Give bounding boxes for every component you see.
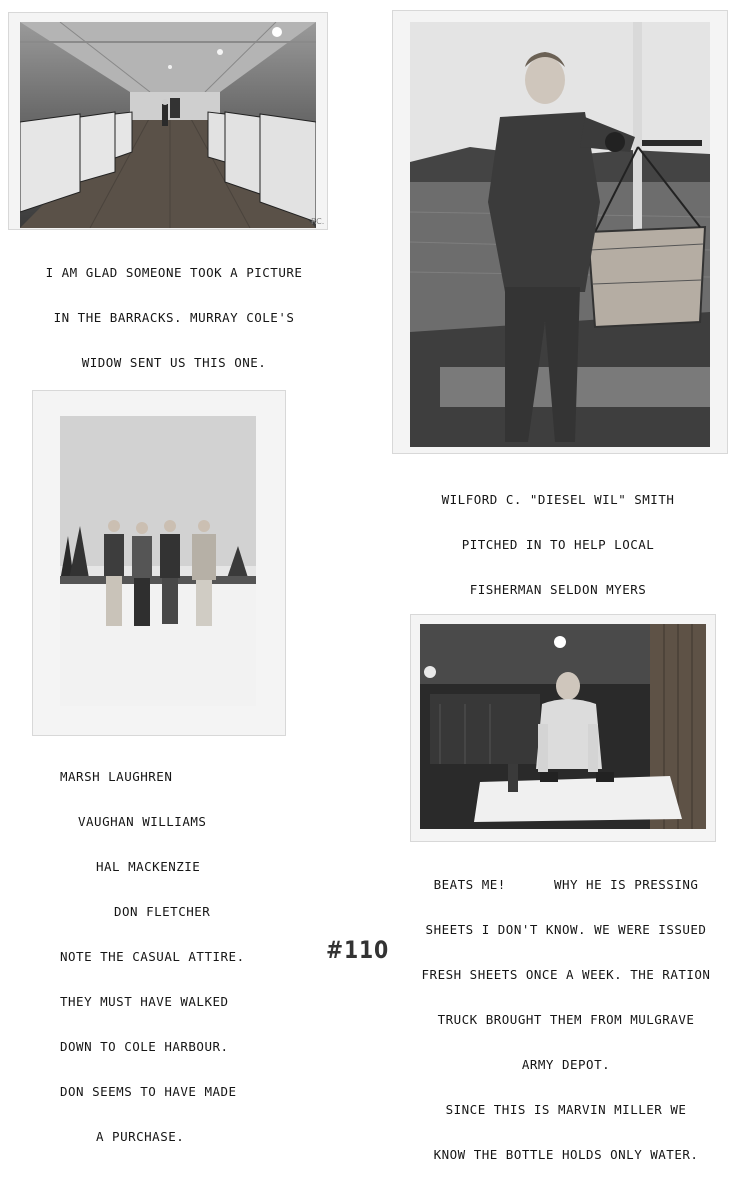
caption-line: KNOW THE BOTTLE HOLDS ONLY WATER.: [433, 1147, 699, 1162]
caption-line: FISHERMAN SELDON MYERS: [469, 582, 647, 597]
caption-line: HAL MACKENZIE: [96, 859, 201, 874]
lobster-photo: [410, 22, 710, 447]
snow-photo-frame: [32, 390, 286, 736]
caption-line: BEATS ME! WHY HE IS PRESSING: [433, 877, 699, 892]
caption-line: I AM GLAD SOMEONE TOOK A PICTURE: [45, 265, 303, 280]
caption-line: VAUGHAN WILLIAMS: [78, 814, 207, 829]
snow-photo: [60, 416, 256, 706]
pressing-photo-frame: [410, 614, 716, 842]
pressing-caption: [394, 847, 738, 1177]
caption-line: A PURCHASE.: [96, 1129, 185, 1144]
caption-line: IN THE BARRACKS. MURRAY COLE'S: [53, 310, 295, 325]
caption-line: MARSH LAUGHREN: [60, 769, 173, 784]
lobster-photo-frame: [392, 10, 728, 454]
pressing-photo: [420, 624, 706, 829]
caption-line: PITCHED IN TO HELP LOCAL: [461, 537, 655, 552]
page-number: #110: [326, 936, 390, 964]
caption-line: DOWN TO COLE HARBOUR.: [60, 1039, 229, 1054]
caption-line: ARMY DEPOT.: [521, 1057, 611, 1072]
caption-line: WIDOW SENT US THIS ONE.: [81, 355, 267, 370]
caption-line: NOTE THE CASUAL ATTIRE.: [60, 949, 245, 964]
barracks-photo: [20, 22, 316, 228]
snow-caption: [60, 739, 320, 1159]
caption-line: DON FLETCHER: [114, 904, 211, 919]
caption-line: SINCE THIS IS MARVIN MILLER WE: [445, 1102, 687, 1117]
caption-line: TRUCK BROUGHT THEM FROM MULGRAVE: [437, 1012, 695, 1027]
barracks-photo-frame: [8, 12, 328, 230]
caption-line: WILFORD C. "DIESEL WIL" SMITH: [441, 492, 675, 507]
caption-line: DON SEEMS TO HAVE MADE: [60, 1084, 237, 1099]
caption-line: SHEETS I DON'T KNOW. WE WERE ISSUED: [425, 922, 707, 937]
photo-initials: RC.: [311, 217, 325, 226]
caption-line: THEY MUST HAVE WALKED: [60, 994, 229, 1009]
caption-line: FRESH SHEETS ONCE A WEEK. THE RATION: [421, 967, 711, 982]
